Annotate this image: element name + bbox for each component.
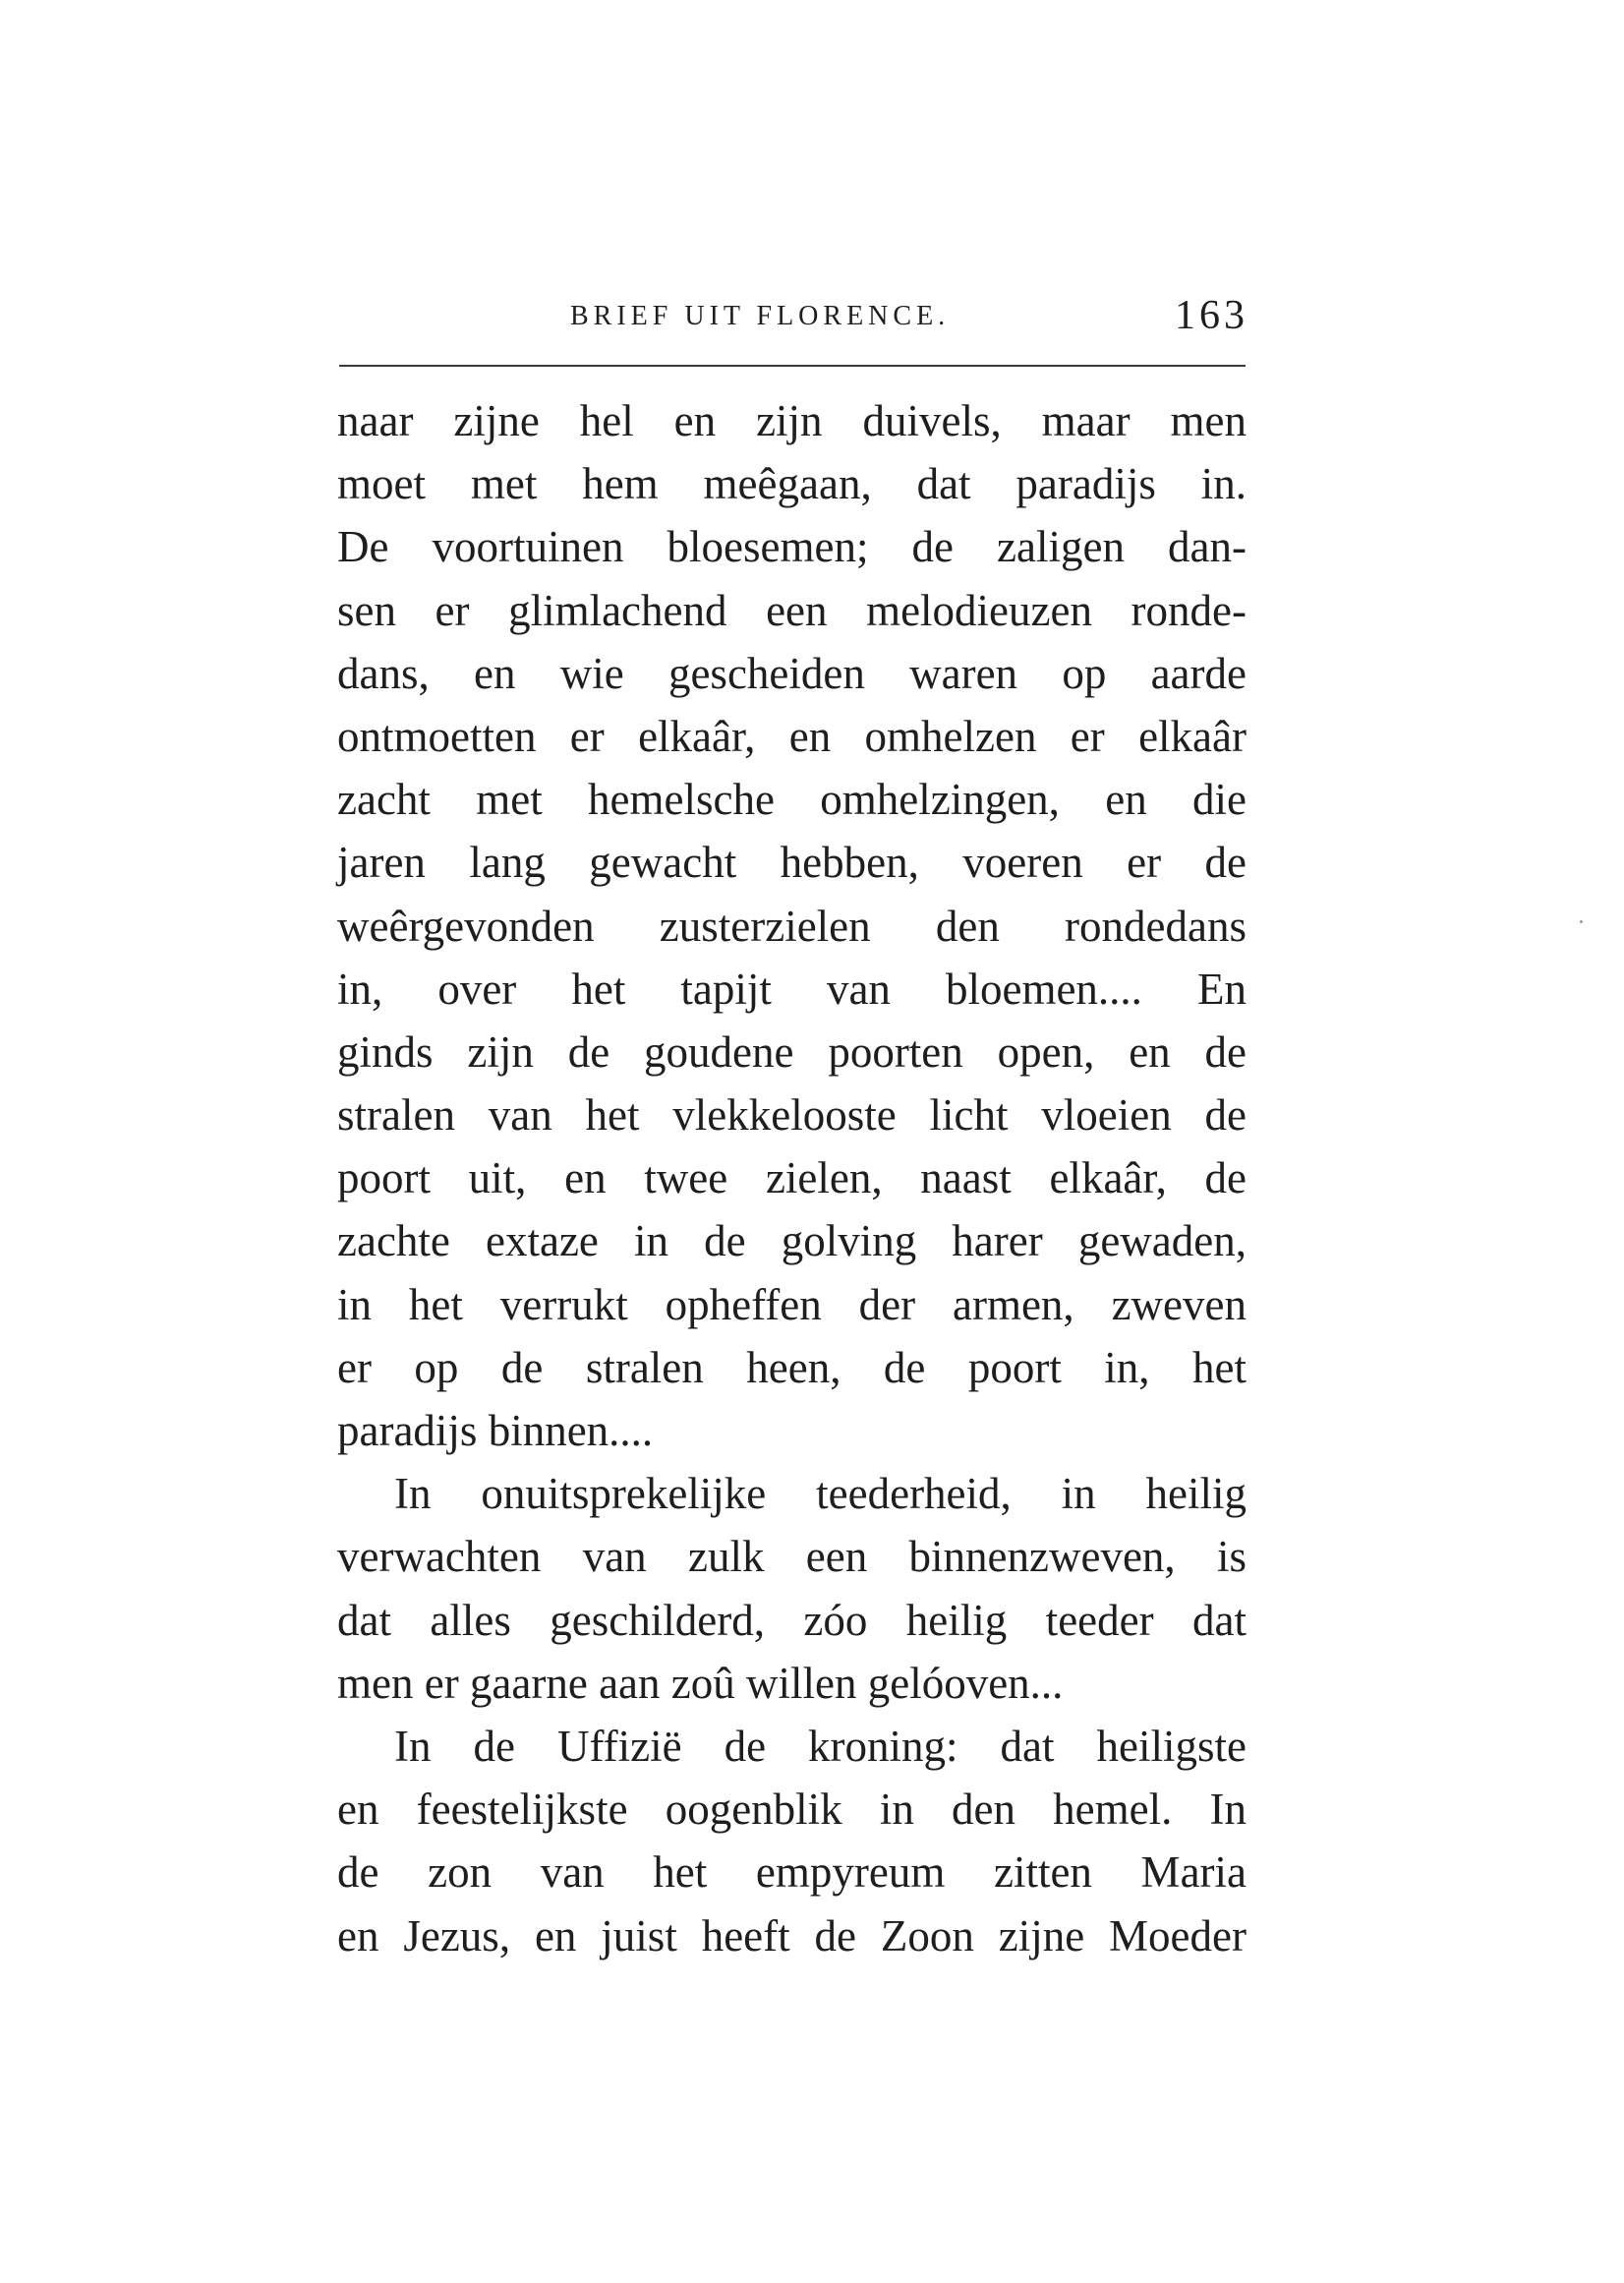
text-line: ontmoetten er elkaâr, en omhelzen er elkaâr: [337, 711, 1247, 761]
text-line: dat alles geschilderd, zóo heilig teeder dat: [337, 1595, 1247, 1645]
margin-speck: [1580, 920, 1583, 923]
text-line: In onuitsprekelijke teederheid, in heilig: [394, 1469, 1247, 1519]
header-rule: [339, 365, 1246, 367]
text-line: verwachten van zulk een binnenzweven, is: [337, 1532, 1247, 1582]
text-line: poort uit, en twee zielen, naast elkaâr, de: [337, 1153, 1247, 1203]
running-head: [334, 291, 1248, 350]
text-line: de zon van het empyreum zitten Maria: [337, 1847, 1247, 1898]
text-line: dans, en wie gescheiden waren op aarde: [337, 648, 1247, 698]
text-line: en Jezus, en juist heeft de Zoon zijne Moeder: [337, 1910, 1247, 1961]
text-line: sen er glimlachend een melodieuzen ronde-: [337, 585, 1247, 635]
text-line: paradijs binnen....: [337, 1406, 654, 1455]
text-line: De voortuinen bloesemen; de zaligen dan-: [337, 522, 1247, 572]
body-text: [337, 389, 1247, 1967]
text-line: naar zijne hel en zijn duivels, maar men: [337, 396, 1247, 445]
text-line: stralen van het vlekkelooste licht vloeien de: [337, 1090, 1247, 1141]
text-line: in het verrukt opheffen der armen, zweven: [337, 1279, 1247, 1329]
text-line: men er gaarne aan zoû willen gelóoven...: [337, 1658, 1064, 1708]
text-line: jaren lang gewacht hebben, voeren er de: [337, 838, 1247, 888]
text-line: In de Uffizië de kroning: dat heiligste: [394, 1721, 1247, 1771]
text-line: ginds zijn de goudene poorten open, en de: [337, 1026, 1247, 1077]
text-line: zacht met hemelsche omhelzingen, en die: [337, 775, 1247, 825]
text-line: zachte extaze in de golving harer gewaden,: [337, 1216, 1247, 1266]
text-line: er op de stralen heen, de poort in, het: [337, 1342, 1247, 1392]
text-line: moet met hem meêgaan, dat paradijs in.: [337, 459, 1247, 509]
running-title: BRIEF UIT FLORENCE.: [570, 301, 951, 331]
text-line: weêrgevonden zusterzielen den rondedans: [337, 901, 1247, 951]
text-line: en feestelijkste oogenblik in den hemel. In: [337, 1785, 1247, 1835]
text-line: in, over het tapijt van bloemen.... En: [337, 964, 1247, 1014]
page-number: 163: [1175, 293, 1248, 338]
